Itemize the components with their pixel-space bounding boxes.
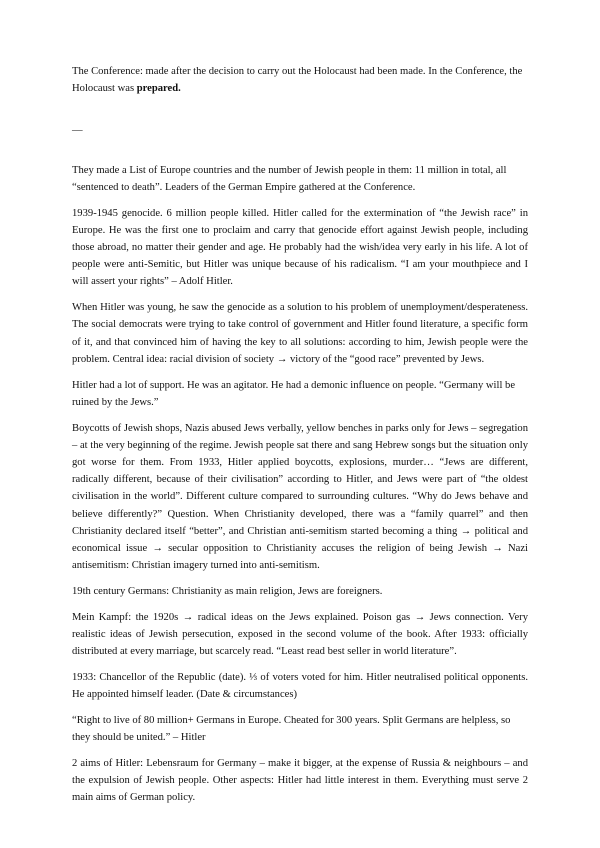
paragraph-19th-century: 19th century Germans: Christianity as main religion, Jews are foreigners. (72, 586, 383, 598)
paragraph-list-of-countries: They made a List of Europe countries and the number of Jewish people in them: 11 million in total, all “sentenced to death”. Leaders of the German Empire gathered at the Conference. (72, 164, 507, 193)
paragraph-hitler-young: When Hitler was young, he saw the genocide as a solution to his problem of unemployment/desperateness. The social democrats were trying to take control of government and Hitler found literature, a specific form of it, and that convinced him of having the key to all solutions: according to him, Jewish people were the problem. Central idea: racial division of society → victory of the “good race” prevented by Jews. (72, 302, 528, 365)
paragraph-genocide: 1939-1945 genocide. 6 million people killed. Hitler called for the extermination of “the Jewish race” in Europe. He was the first one to proclaim and carry that genocide effort against Jewish people, including those abroad, no matter their gender and age. He probably had the wish/idea very early in his life. A lot of people were anti-Semitic, but Hitler was unique because of his radicalism. “I am your mouthpiece and I will assert your rights” – Adolf Hitler. (72, 207, 528, 288)
paragraph-mein-kampf: Mein Kampf: the 1920s → radical ideas on the Jews explained. Poison gas → Jews connection. Very realistic ideas of Jewish persecution, exposed in the second volume of the book. After 1933: officially distributed at every marriage, but scarcely read. “Least read best seller in world literature”. (72, 611, 528, 658)
paragraph-quote-hitler: “Right to live of 80 million+ Germans in Europe. Cheated for 300 years. Split Germans are helpless, so they should be united.” – Hitler (72, 715, 511, 744)
section-divider-dash: — (72, 125, 83, 137)
paragraph-two-aims: 2 aims of Hitler: Lebensraum for Germany – make it bigger, at the expense of Russia & neighbours – and the expulsion of Jewish people. Other aspects: Hitler had little interest in them. Everything must serve 2 main aims of German policy. (72, 758, 528, 804)
paragraph-boycotts: Boycotts of Jewish shops, Nazis abused Jews verbally, yellow benches in parks only for Jews – segregation – at the very beginning of the regime. Jewish people sat there and sang Hebrew songs but the situation only got worse for them. From 1933, Hitler applied boycotts, explosions, murder… “Jews are different, radically different, because of their civilisation” according to Hitler, and Jews were part of “the oldest civilisation in the world”. Different culture compared to surrounding cultures. “Why do Jews behave and believe differently?” Question. When Christianity developed, there was a “family quarrel” and then Christianity declared itself “better”, and Christian anti-semitism started becoming a thing → political and economical issue → secular opposition to Christianity accuses the religion of being Jewish → Nazi antisemitism: Christian imagery turned into anti-semitism. (72, 422, 528, 572)
document-page (72, 63, 528, 815)
paragraph-chancellor: 1933: Chancellor of the Republic (date). ⅓ of voters voted for him. Hitler neutralised political opponents. He appointed himself leader. (Date & circumstances) (72, 672, 528, 701)
paragraph-conference-text: The Conference: made after the decision to carry out the Holocaust had been made. In the Conference, the Holocaust was (72, 66, 523, 95)
paragraph-support: Hitler had a lot of support. He was an agitator. He had a demonic influence on people. “Germany will be ruined by the Jews.” (72, 379, 516, 408)
paragraph-conference (72, 63, 528, 97)
paragraph-conference-bold: prepared. (136, 83, 181, 95)
